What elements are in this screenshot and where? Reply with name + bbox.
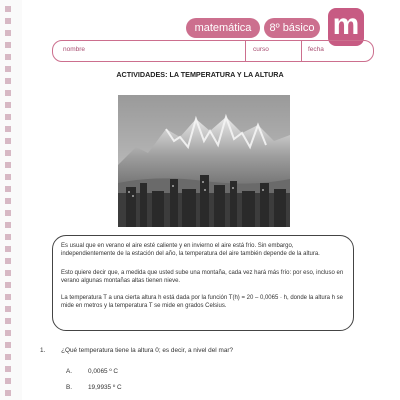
option-letter: A. <box>66 368 73 375</box>
answer-option-a[interactable] <box>66 368 119 375</box>
context-text-box <box>52 235 354 331</box>
spiral-binding <box>0 0 22 400</box>
option-value: 19,9935 º C <box>88 384 122 391</box>
question-1 <box>40 347 233 354</box>
date-label: fecha <box>308 46 324 53</box>
course-label: curso <box>253 46 269 53</box>
option-value: 0,0065 º C <box>88 368 119 375</box>
divider <box>301 41 302 61</box>
option-letter: B. <box>66 384 73 391</box>
paragraph-intro: Es usual que en verano el aire esté caliente y en invierno el aire está frío. Sin embargo, independientemente de la estación del año, la temperatura del aire también depende de la altura. <box>61 243 320 257</box>
question-number: 1. <box>40 347 46 354</box>
subject-header <box>186 18 326 38</box>
student-info-bar <box>52 40 374 62</box>
name-label: nombre <box>63 46 86 53</box>
brand-logo: m <box>328 8 364 46</box>
paragraph-mountain: Esto quiere decir que, a medida que usted sube una montaña, cada vez hará más frío: por eso, incluso en verano algunas montañas altas tienen nieve. <box>61 270 344 284</box>
paragraph-function: La temperatura T a una cierta altura h está dada por la función T(h) = 20 – 0,0065 · h, donde la altura h se mide en metros y la temperatura T se mide en grados Celsius. <box>61 295 344 309</box>
grade-badge: 8º básico <box>264 18 320 38</box>
question-text: ¿Qué temperatura tiene la altura 0; es decir, a nivel del mar? <box>61 347 234 354</box>
subject-badge: matemática <box>186 18 260 38</box>
answer-option-b[interactable] <box>66 384 122 391</box>
page-title: ACTIVIDADES: LA TEMPERATURA Y LA ALTURA <box>116 70 284 79</box>
divider <box>245 41 246 61</box>
mountain-city-photo <box>118 95 290 227</box>
